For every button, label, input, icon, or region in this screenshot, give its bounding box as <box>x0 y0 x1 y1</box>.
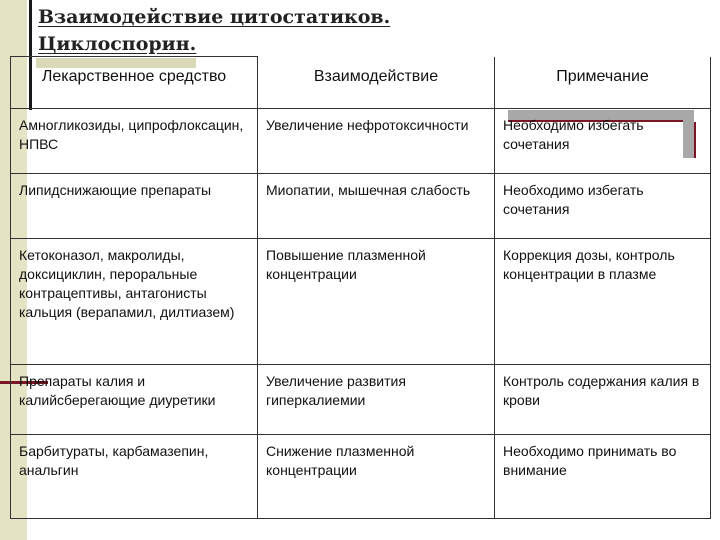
title-line-2: Циклоспорин. <box>38 33 197 55</box>
table-cell-interaction: Увеличение развития гиперкалиемии <box>258 365 495 435</box>
table-cell-note: Необходимо избегать сочетания <box>495 109 711 174</box>
table-cell-drug: Кетоконазол, макролиды, доксициклин, пероральные контрацептивы, антагонисты кальция (верапамил, дилтиазем) <box>11 238 258 365</box>
table-row <box>11 365 711 435</box>
page-title <box>38 4 390 58</box>
column-header-note: Примечание <box>495 57 711 109</box>
table-cell-note: Необходимо избегать сочетания <box>495 173 711 238</box>
table-cell-interaction: Снижение плазменной концентрации <box>258 435 495 519</box>
table-cell-interaction: Повышение плазменной концентрации <box>258 238 495 365</box>
table-cell-note: Необходимо принимать во внимание <box>495 435 711 519</box>
table-cell-note: Коррекция дозы, контроль концентрации в плазме <box>495 238 711 365</box>
table-row <box>11 435 711 519</box>
table-cell-drug: Липидснижающие препараты <box>11 173 258 238</box>
table-row <box>11 109 711 174</box>
table-header-row <box>11 57 711 109</box>
drug-interaction-table <box>10 56 711 519</box>
table-cell-interaction: Миопатии, мышечная слабость <box>258 173 495 238</box>
table-cell-drug: Барбитураты, карбамазепин, анальгин <box>11 435 258 519</box>
table-cell-drug: Препараты калия и калийсберегающие диуретики <box>11 365 258 435</box>
table-row <box>11 238 711 365</box>
column-header-interaction: Взаимодействие <box>258 57 495 109</box>
table-cell-drug: Амногликозиды, ципрофлоксацин, НПВС <box>11 109 258 174</box>
title-line-1: Взаимодействие цитостатиков. <box>38 6 391 28</box>
table-cell-note: Контроль содержания калия в крови <box>495 365 711 435</box>
column-header-drug: Лекарственное средство <box>11 57 258 109</box>
table-cell-interaction: Увеличение нефротоксичности <box>258 109 495 174</box>
table-row <box>11 173 711 238</box>
